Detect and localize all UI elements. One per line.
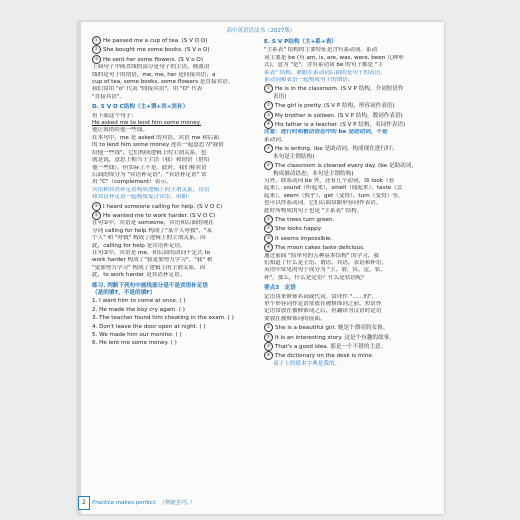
blue-note <box>92 187 254 202</box>
left-column <box>92 36 254 349</box>
text-line: 系动词和表语一起构成句子的谓语。 <box>264 77 354 84</box>
text-line: 系表" 结构。紧跟在系动词后面的是句子的表语， <box>264 69 386 76</box>
example-line: ③ My brother is sixteen. (S V P 结构，数词作表语) <box>264 111 430 120</box>
text-line: "主系表" 结构的主要特征是含有系动词。系动 <box>264 47 378 54</box>
text-line: 和宾语补足语一起构成复合宾语。再如： <box>92 194 193 201</box>
text-line: 后面的成分为 "宾语补足语"，"宾语补足语" 常 <box>92 171 207 178</box>
text-line: 起来），sound（听起来），smell（闻起来），taste（尝 <box>264 185 403 192</box>
page-spine <box>78 22 81 514</box>
text-line: 个人" 和 "呼救" 构成了逻辑上的主谓关系。因 <box>92 235 206 242</box>
example-line: ① She is a beautiful girl. 她是个漂亮的女孩。 <box>264 323 430 332</box>
example-line: ④ The moon cakes taste delicious. <box>264 243 430 252</box>
practice-title: 练习. 判断下列句中画线部分是不是宾语补足语 （是的填T，不是的填F） <box>92 282 208 296</box>
text-line: 我们常用 "o" 代表 "间接宾语"，用 "O" 代表 <box>92 86 203 93</box>
text-line: 用 "C"（complement）表示。 <box>92 179 172 186</box>
text-line: 线的是句子的谓语，me, me, her 是间接宾语；a <box>92 71 216 78</box>
paragraph-summary <box>264 253 430 283</box>
text-line: 此时所构成的句子也是 "主系表" 结构。 <box>264 207 363 214</box>
text-line: 看下面这个句子： <box>92 112 137 119</box>
practice-item[interactable]: 5. We made him our monitor. ( ) <box>92 332 182 339</box>
text-line: 英语中常见的句子成分为 "主、谓、宾、定、状、 <box>264 267 386 274</box>
text-line: "直接宾语"。 <box>92 93 126 100</box>
example-line-cont: 表语) <box>273 93 287 100</box>
text-line: 此，to work harder 是宾语补足语。 <box>92 272 186 279</box>
page-footer-quote: Practice makes perfect. （熟能生巧。） <box>92 500 195 506</box>
text-line: 定语用来修饰名词或代词。常译作 "……的"。 <box>264 293 378 300</box>
example-line-cont: 本句是主谓结构) <box>273 153 315 160</box>
example-line: ② It is an interesting story. 这是个有趣的故事。 <box>264 333 430 342</box>
text-line: "更加努力学习" 构成了逻辑上的主谓关系。因 <box>92 264 206 271</box>
paragraph-linking-verbs <box>264 178 430 215</box>
text-line: 系动词。 <box>264 136 287 143</box>
text-line: 也可以作系动词，它们后面常跟形容词作表语。 <box>264 200 382 207</box>
text-line: 起来），seem（似乎），get（变得），turn（变得）等， <box>264 192 404 199</box>
section-title-attributive: 要点3 定语 <box>264 285 296 292</box>
page-number: 2 <box>78 496 90 510</box>
example-line: ③ It seems impossible. <box>264 234 430 243</box>
paragraph-explanation <box>92 64 254 101</box>
text-line: 另外，除系动词 be 外，还有几个动词，如 look（看 <box>264 177 395 184</box>
practice-item[interactable]: 4. Don't leave the door open at night. ( ) <box>92 323 206 330</box>
text-line: 式)，意为 "是"。含有系动词 be 的句子都是 "主 <box>264 62 384 69</box>
example-line: ④ The dictionary on the desk is mine. <box>264 351 430 360</box>
text-line: 就是说，意思上相当于主语（我）和谓语（借给 <box>92 157 210 164</box>
example-line: ① He is in the classroom. (S V P 结构，介词短语作 <box>264 84 430 93</box>
text-line: 通过前面 "简单句的五种基本结构" 的学习，我 <box>264 252 379 259</box>
practice-item[interactable]: 6. He lent me some money. ( ) <box>92 340 177 347</box>
text-line: 单个形容词作定语常放在被修饰词之前，短语作 <box>264 301 382 307</box>
paragraph-attributive <box>264 294 430 324</box>
text-line: 他让我借给他一些钱。 <box>92 127 148 134</box>
example-line: ① The trees turn green. <box>264 215 430 224</box>
text-line: 定语常放在被修饰词之后，但翻译为汉语时定语 <box>264 308 382 315</box>
text-line: cup of tea, some books, some flowers 是直接宾语。 <box>92 79 234 86</box>
right-column <box>264 36 430 368</box>
text-line: 宾语和宾语补足语构成逻辑上的主谓关系，宾语 <box>92 186 210 193</box>
section-title-svoc: D. S V O C结构（主+谓+宾+宾补） <box>92 104 189 111</box>
running-header: 高中英语语法书（2027版） <box>226 28 296 34</box>
example-line: ① He passed me a cup of tea. (S V O O) <box>92 36 254 45</box>
text-line: 他一些钱）。但实际上不是。此时，我们称宾语 <box>92 164 207 171</box>
example-line: ② She looks happy. <box>264 224 430 233</box>
example-translation: 桌子上的那本字典是我的。 <box>273 360 341 367</box>
text-line: work harder 构成了"我更加努力学习"，"我" 和 <box>92 257 213 264</box>
text-line: 词主要是 be (有 am, is, are, was, were, been 几种形 <box>264 54 404 61</box>
paragraph-analysis <box>92 220 254 279</box>
text-line: 在句①中，宾语是 someone，宾语和后面的现在 <box>92 220 214 227</box>
example-line: ② He wanted me to work harder. (S V O C) <box>92 211 254 220</box>
section-title-svp: E. S V P结构（主+系+表） <box>264 39 337 45</box>
document-page <box>78 22 444 514</box>
note-block <box>264 129 430 144</box>
text-line: 此，calling for help 是宾语补足语。 <box>92 242 186 249</box>
example-line-cont: 构成被动语态；本句是主谓结构) <box>273 170 354 177</box>
paragraph-svp <box>264 47 430 84</box>
text-line: 注意：进行时和被动语态中的 be 是助动词，不是 <box>264 129 388 136</box>
practice-item[interactable]: 2. He made the boy cry again. ( ) <box>92 306 185 313</box>
text-line: 分词 calling for help 构成了"某个人呼救"，"某 <box>92 227 213 234</box>
example-line: ② The classroom is cleaned every day. (be 是助动词， <box>264 161 430 170</box>
text-line: 要放在被修饰词的前面。 <box>264 315 326 322</box>
text-line: 补"。那么，什么是定语？什么是状语呢？ <box>264 274 368 281</box>
text-line: 上面句子中画直线的部分是句子的主语，画波浪 <box>92 64 210 71</box>
practice-list <box>92 298 254 347</box>
example-line: ③ He sent her some flowers. (S V o O) <box>92 55 254 64</box>
text-line: 给他一些钱"，它们构成逻辑上的主谓关系。也 <box>92 149 207 156</box>
practice-item[interactable]: 1. I want him to come at once. ( ) <box>92 298 186 305</box>
example-line: ② She bought me some books. (S V o O) <box>92 45 254 54</box>
text-line: 们知道了什么是主语、谓语、宾语、表语和补语。 <box>264 259 388 266</box>
practice-item[interactable]: 3. The teacher found him cheating in the exam. ( ) <box>92 315 234 322</box>
example-line: ④ His father is a teacher. (S V P 结构，名词作表语) <box>264 120 430 129</box>
text-line: 在句②中，宾语是 me，和后面的动词不定式 to <box>92 249 211 256</box>
paragraph-svoc <box>92 113 254 187</box>
text-line: 的 to lend him some money 连在一起意思为"我借 <box>92 142 224 149</box>
text-line: He asked me to lend him some money. <box>92 120 201 127</box>
example-line: ② The girl is pretty. (S V P 结构，形容词作表语) <box>264 101 430 110</box>
example-line: ① I heard someone calling for help. (S V O C) <box>92 202 254 211</box>
example-line: ① He is writing. (be 是助动词，构成现在进行时； <box>264 144 430 153</box>
text-line: 在本句中，me 是 asked 的宾语，宾语 me 和后面 <box>92 134 219 141</box>
example-line: ③ That's a good idea. 那是一个不错的主意。 <box>264 342 430 351</box>
